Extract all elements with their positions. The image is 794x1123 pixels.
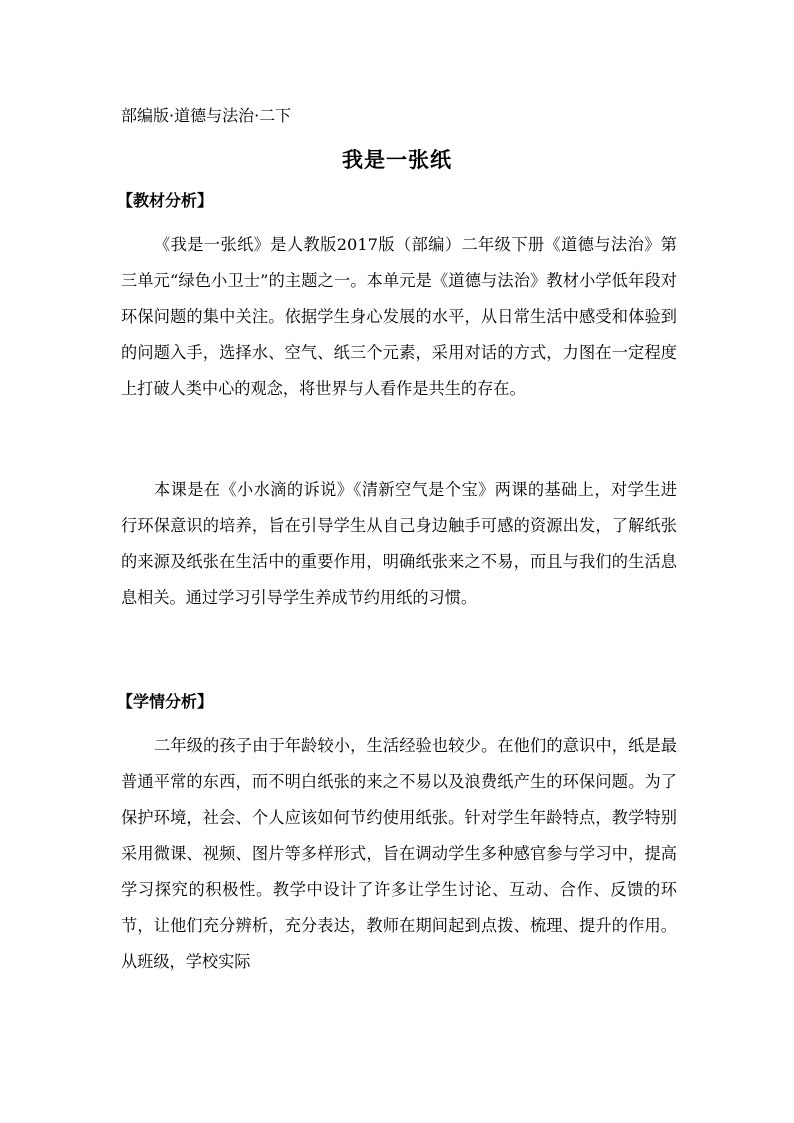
paragraph: 《我是一张纸》是人教版2017版（部编）二年级下册《道德与法治》第三单元“绿色小卫士”的主题之一。本单元是《道德与法治》教材小学低年段对环保问题的集中关注。依据学生身心发展的水平，从日常生活中感受和体验到的问题入手，选择水、空气、纸三个元素，采用对话的方式，力图在一定程度上打破人类中心的观念，将世界与人看作是共生的存在。	[121, 235, 677, 398]
series-label: 部编版·道德与法治·二下	[121, 106, 292, 125]
paragraph: 本课是在《小水滴的诉说》《清新空气是个宝》两课的基础上，对学生进行环保意识的培养，旨在引导学生从自己身边触手可感的资源出发，了解纸张的来源及纸张在生活中的重要作用，明确纸张来之不易，而且与我们的生活息息相关。通过学习引导学生养成节约用纸的习惯。	[121, 480, 677, 607]
paragraph: 二年级的孩子由于年龄较小，生活经验也较少。在他们的意识中，纸是最普通平常的东西，而不明白纸张的来之不易以及浪费纸产生的环保问题。为了保护环境，社会、个人应该如何节约使用纸张。针对学生年龄特点，教学特别采用微课、视频、图片等多样形式，旨在调动学生多种感官参与学习中，提高学习探究的积极性。教学中设计了许多让学生讨论、互动、合作、反馈的环节，让他们充分辨析，充分表达，教师在期间起到点拨、梳理、提升的作用。从班级，学校实际	[121, 736, 677, 971]
section-heading-student-analysis: 【学情分析】	[117, 692, 214, 711]
page-title: 我是一张纸	[342, 147, 452, 172]
section-heading-textbook-analysis: 【教材分析】	[117, 191, 214, 210]
